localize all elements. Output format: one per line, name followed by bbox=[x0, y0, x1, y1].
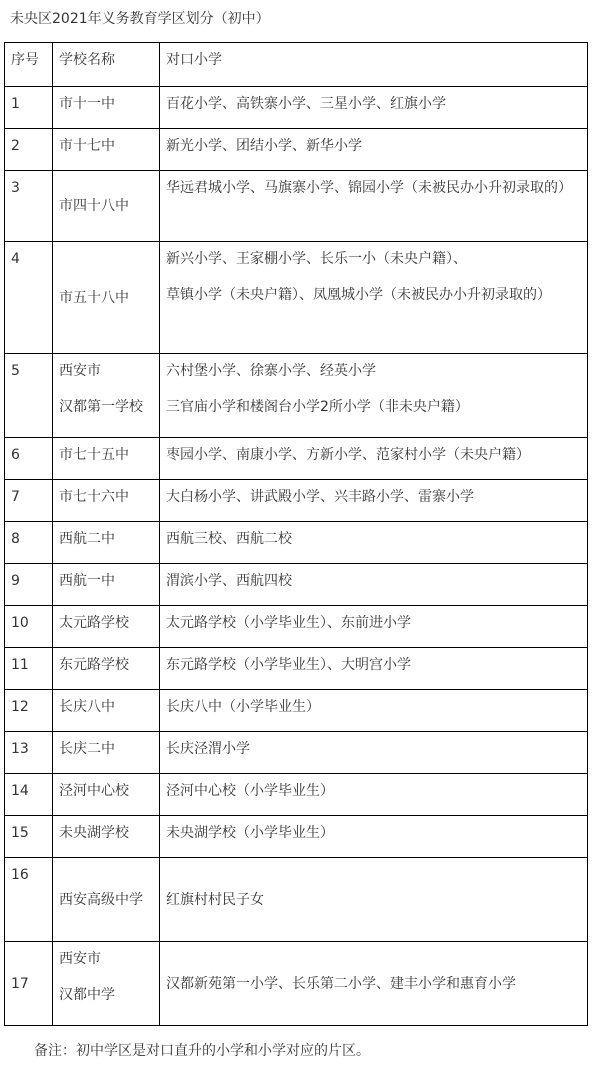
table-row bbox=[5, 816, 588, 858]
table-header-row bbox=[5, 43, 588, 87]
row-primary: 太元路学校（小学毕业生）、东前进小学 bbox=[160, 606, 588, 648]
primary-line: 三官庙小学和楼阁台小学2所小学（非未央户籍） bbox=[166, 399, 469, 415]
table-row bbox=[5, 648, 588, 690]
row-school: 东元路学校 bbox=[53, 648, 160, 690]
table-row bbox=[5, 690, 588, 732]
table-row bbox=[5, 732, 588, 774]
row-primary: 长庆泾渭小学 bbox=[160, 732, 588, 774]
table-row bbox=[5, 942, 588, 1026]
row-num: 14 bbox=[5, 774, 53, 816]
row-num: 15 bbox=[5, 816, 53, 858]
row-school: 泾河中心校 bbox=[53, 774, 160, 816]
table-row bbox=[5, 87, 588, 129]
row-school: 长庆八中 bbox=[53, 690, 160, 732]
row-num: 2 bbox=[5, 129, 53, 171]
row-num: 1 bbox=[5, 87, 53, 129]
table-row bbox=[5, 606, 588, 648]
table-row bbox=[5, 438, 588, 480]
row-num: 13 bbox=[5, 732, 53, 774]
row-school: 西安高级中学 bbox=[53, 858, 160, 942]
row-school: 市十七中 bbox=[53, 129, 160, 171]
header-num: 序号 bbox=[5, 43, 53, 87]
row-num: 17 bbox=[5, 942, 53, 1026]
row-school bbox=[53, 354, 160, 438]
row-school: 太元路学校 bbox=[53, 606, 160, 648]
row-num: 7 bbox=[5, 480, 53, 522]
row-num: 12 bbox=[5, 690, 53, 732]
row-primary: 东元路学校（小学毕业生）、大明宫小学 bbox=[160, 648, 588, 690]
row-school: 未央湖学校 bbox=[53, 816, 160, 858]
table-row bbox=[5, 480, 588, 522]
row-num: 11 bbox=[5, 648, 53, 690]
table-row bbox=[5, 129, 588, 171]
row-school: 市五十八中 bbox=[53, 242, 160, 354]
row-school: 市七十六中 bbox=[53, 480, 160, 522]
row-primary: 未央湖学校（小学毕业生） bbox=[160, 816, 588, 858]
row-school: 西航一中 bbox=[53, 564, 160, 606]
page-title: 未央区2021年义务教育学区划分（初中） bbox=[10, 11, 270, 27]
table-row bbox=[5, 564, 588, 606]
row-school: 市四十八中 bbox=[53, 171, 160, 242]
header-primary: 对口小学 bbox=[160, 43, 588, 87]
row-num: 4 bbox=[5, 242, 53, 354]
table-row bbox=[5, 354, 588, 438]
primary-line: 草镇小学（未央户籍）、凤凰城小学（未被民办小升初录取的） bbox=[166, 287, 551, 303]
header-school: 学校名称 bbox=[53, 43, 160, 87]
primary-line: 新兴小学、王家棚小学、长乐一小（未央户籍）、 bbox=[166, 251, 467, 267]
school-line: 西安市 bbox=[59, 951, 101, 967]
row-num: 3 bbox=[5, 171, 53, 242]
row-num: 9 bbox=[5, 564, 53, 606]
row-school bbox=[53, 942, 160, 1026]
table-row bbox=[5, 242, 588, 354]
school-line: 汉都中学 bbox=[59, 987, 115, 1003]
table-row bbox=[5, 171, 588, 242]
row-num: 10 bbox=[5, 606, 53, 648]
row-primary: 大白杨小学、讲武殿小学、兴丰路小学、雷寨小学 bbox=[160, 480, 588, 522]
row-primary: 泾河中心校（小学毕业生） bbox=[160, 774, 588, 816]
school-line: 汉都第一学校 bbox=[59, 399, 143, 415]
row-primary: 渭滨小学、西航四校 bbox=[160, 564, 588, 606]
row-school: 市十一中 bbox=[53, 87, 160, 129]
footnote: 备注：初中学区是对口直升的小学和小学对应的片区。 bbox=[34, 1043, 370, 1059]
row-num: 16 bbox=[5, 858, 53, 942]
table-row bbox=[5, 522, 588, 564]
row-num: 5 bbox=[5, 354, 53, 438]
row-school: 长庆二中 bbox=[53, 732, 160, 774]
row-num: 6 bbox=[5, 438, 53, 480]
row-primary: 汉都新苑第一小学、长乐第二小学、建丰小学和惠育小学 bbox=[160, 942, 588, 1026]
row-primary: 枣园小学、南康小学、方新小学、范家村小学（未央户籍） bbox=[160, 438, 588, 480]
row-school: 市七十五中 bbox=[53, 438, 160, 480]
row-primary bbox=[160, 242, 588, 354]
row-primary: 百花小学、高铁寨小学、三星小学、红旗小学 bbox=[160, 87, 588, 129]
table-row bbox=[5, 858, 588, 942]
row-school: 西航二中 bbox=[53, 522, 160, 564]
row-primary: 红旗村村民子女 bbox=[160, 858, 588, 942]
school-district-table bbox=[4, 42, 588, 1026]
row-primary: 长庆八中（小学毕业生） bbox=[160, 690, 588, 732]
row-num: 8 bbox=[5, 522, 53, 564]
row-primary: 西航三校、西航二校 bbox=[160, 522, 588, 564]
table-row bbox=[5, 774, 588, 816]
primary-line: 六村堡小学、徐寨小学、经英小学 bbox=[166, 363, 376, 379]
school-line: 西安市 bbox=[59, 363, 101, 379]
row-primary bbox=[160, 354, 588, 438]
row-primary: 新光小学、团结小学、新华小学 bbox=[160, 129, 588, 171]
row-primary: 华远君城小学、马旗寨小学、锦园小学（未被民办小升初录取的） bbox=[160, 171, 588, 242]
